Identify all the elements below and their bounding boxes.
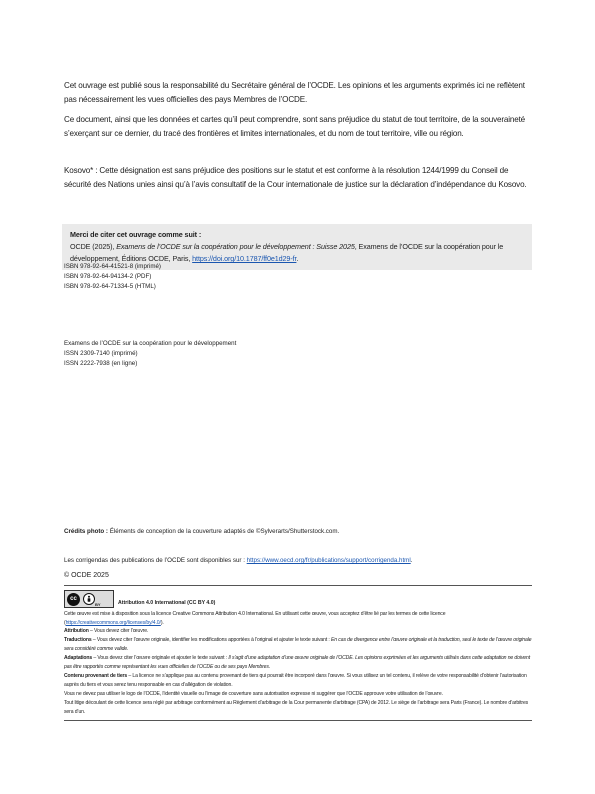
photo-credits-text: Éléments de conception de la couverture adaptés de ©Sylverarts/Shutterstock.com. [108,528,340,535]
citation-title: Examens de l’OCDE sur la coopération pour le développement : Suisse 2025 [116,242,355,251]
territory-disclaimer-paragraph: Ce document, ainsi que les données et cartes qu’il peut comprendre, sont sans préjudice du statut de tout territoire, de la souveraineté s’exerçant sur ce dernier, du tracé des frontières et limites internationales, et du nom de tout territoire, ville ou région. [64,115,526,138]
attribution-person-icon [83,593,95,605]
adaptations-italic: Il s’agit d’une adaptation d’une œuvre originale de l’OCDE. Les opinions exprimées et les arguments utilisés dans cette adaptation ne doivent pas être rapportés comme représentant les vues officielles de l’OCDE ou de ses pays Membres. [64,655,531,670]
copyright-notice: © OCDE 2025 [64,572,109,579]
photo-credits-label: Crédits photo : [64,528,108,535]
isbn-html: ISBN 978-92-64-71334-5 (HTML) [64,283,156,290]
translations-italic: En cas de divergence entre l’œuvre originale et la traduction, seul le texte de l’œuvre originale sera considéré comme valide. [64,637,532,652]
corrigenda-link[interactable]: https://www.oecd.org/fr/publications/support/corrigenda.html [246,557,411,564]
license-logo-notice: Vous ne devez pas utiliser le logo de l’OCDE, l’identité visuelle ou l’image de couverture sans autorisation expresse ni suggérer que l’OCDE approuve votre utilisation de l’œuvre. [64,691,443,697]
series-block [64,339,236,369]
attribution-label: Attribution [64,628,89,634]
third-party-label: Contenu provenant de tiers [64,673,128,679]
license-adaptations [64,654,532,671]
citation-heading: Merci de citer cet ouvrage comme suit : [70,230,202,239]
third-party-text: – La licence ne s’applique pas au contenu provenant de tiers qui pourrait être incorporé dans l’œuvre. Si vous utilisez un tel contenu, il relève de votre responsabilité d’obtenir l’autorisation auprès du tiers et vous serez tenu responsable en cas d’allégation de violation. [64,673,527,688]
translations-label: Traductions [64,637,92,643]
adaptations-label: Adaptations [64,655,93,661]
license-third-party [64,672,532,689]
cc-by-label: BY [95,602,101,607]
isbn-pdf: ISBN 978-92-64-94134-2 (PDF) [64,273,152,280]
corrigenda-text: Les corrigendas des publications de l’OCDE sont disponibles sur : [64,557,247,564]
series-title: Examens de l’OCDE sur la coopération pour le développement [64,340,237,347]
photo-credits [64,527,534,537]
license-intro-end: ). [160,619,164,626]
attribution-text: – Vous devez citer l’œuvre. [88,628,149,634]
license-intro-text: Cette œuvre est mise à disposition sous la licence Creative Commons Attribution 4.0 International. En utilisant cette œuvre, vous acceptez d’être lié par les termes de cette licence ( [64,611,446,626]
adaptations-text: – Vous devez citer l’œuvre originale et ajouter le texte suivant : [92,655,229,661]
license-translations [64,636,532,653]
isbn-print: ISBN 978-92-64-41521-8 (imprimé) [64,263,161,270]
kosovo-note-paragraph: Kosovo* : Cette désignation est sans préjudice des positions sur le statut et est conforme à la résolution 1244/1999 du Conseil de sécurité des Nations unies ainsi qu’à l’avis consultatif de la Cour internationale de justice sur la déclaration d’indépendance du Kosovo. [64,166,527,189]
license-intro [64,610,532,627]
license-title: Attribution 4.0 International (CC BY 4.0) [118,600,216,606]
citation-suffix: , Examens de l’OCDE sur la coopération pour le développement, Éditions OCDE, Paris, [70,242,504,263]
citation-prefix: OCDE (2025), [70,242,117,251]
cc-by-badge [64,590,114,608]
responsibility-paragraph: Cet ouvrage est publié sous la responsabilité du Secrétaire général de l’OCDE. Les opinions et les arguments exprimés ici ne reflètent pas nécessairement les vues officielles des pays Membres de l’OCDE. [64,81,525,104]
license-link[interactable]: https://creativecommons.org/licenses/by/4.0/ [65,619,161,626]
divider-bottom [64,720,532,721]
divider-top [64,585,532,586]
corrigenda-line [64,556,534,566]
issn-online: ISSN 2222-7938 (en ligne) [64,360,138,367]
cc-icon: cc [67,593,80,606]
license-attribution [64,627,532,636]
citation-doi-link[interactable]: https://doi.org/10.1787/ff0e1d29-fr [192,254,297,263]
citation-end: . [296,254,299,263]
corrigenda-end: . [410,557,413,564]
isbn-block [64,262,161,292]
license-arbitration: Tout litige découlant de cette licence sera réglé par arbitrage conformément au Règlement d’arbitrage de la Cour permanente d’arbitrage (CPA) de 2012. Le siège de l’arbitrage sera Paris (France). Le nombre d’arbitres sera d’un. [64,700,529,715]
translations-text: – Vous devez citer l’œuvre originale, identifier les modifications apportées à l’original et ajouter le texte suivant : [91,637,332,643]
issn-print: ISSN 2309-7140 (imprimé) [64,350,138,357]
